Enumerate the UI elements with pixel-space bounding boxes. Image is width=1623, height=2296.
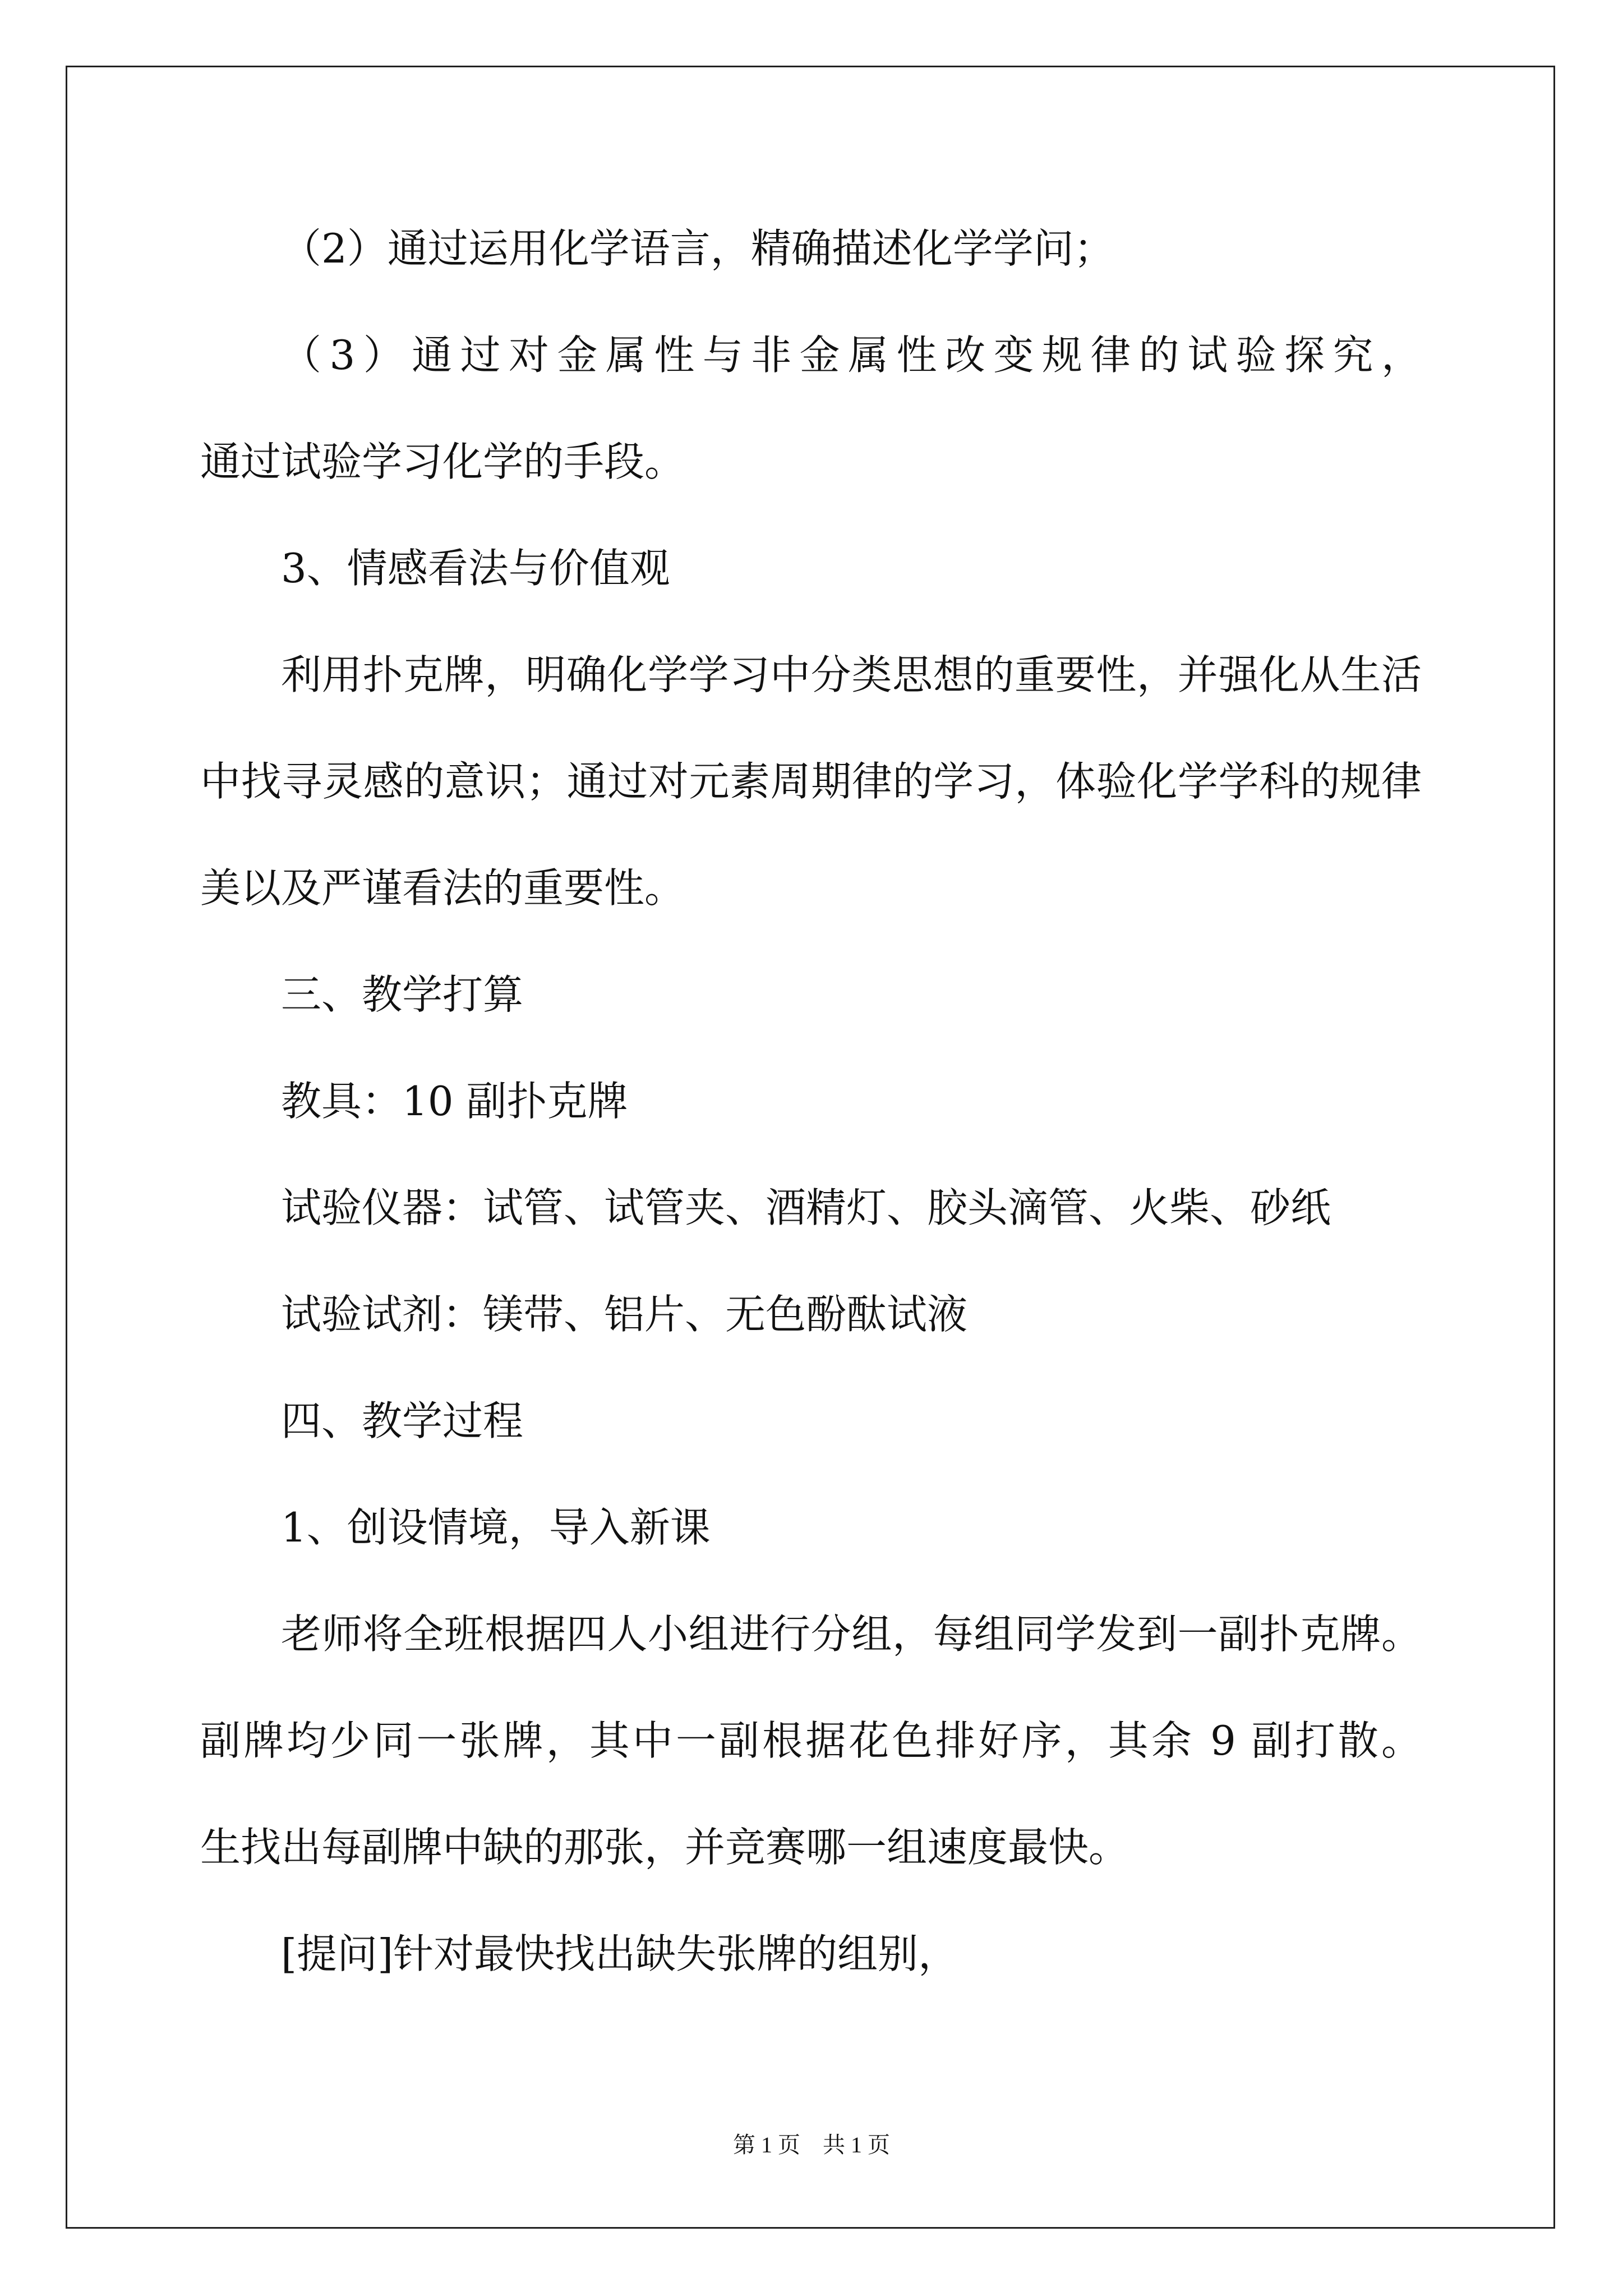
- page-footer: 第 1 页 共 1 页: [733, 2132, 890, 2157]
- heading-text: 三、教学打算: [281, 971, 524, 1018]
- text-line: 老师将全班根据四人小组进行分组，每组同学发到一副扑克牌。: [281, 1611, 1422, 1658]
- section-heading: [200, 1368, 1422, 1474]
- paragraph: [200, 1901, 1422, 2007]
- paragraph: [200, 622, 1422, 941]
- text-line: 试验仪器：试管、试管夹、酒精灯、胶头滴管、火柴、砂纸: [281, 1184, 1331, 1231]
- paragraph: [200, 302, 1422, 515]
- text-line: 试验试剂：镁带、铝片、无色酚酞试液: [281, 1291, 968, 1338]
- text-line: 教具：10 副扑克牌: [281, 1078, 628, 1125]
- text-line: 副牌均少同一张牌，其中一副根据花色排好序，其余 9 副打散。: [200, 1717, 1422, 1764]
- section-heading: [200, 1474, 1422, 1581]
- paragraph: [200, 1154, 1422, 1261]
- paragraph: [200, 195, 1422, 302]
- section-heading: [200, 941, 1422, 1048]
- heading-text: 3、情感看法与价值观: [281, 545, 670, 592]
- paragraph: [200, 1048, 1422, 1154]
- text-line: （3）通过对金属性与非金属性改变规律的试验探究，: [281, 332, 1422, 379]
- text-line: 生找出每副牌中缺的那张，并竞赛哪一组速度最快。: [200, 1824, 1129, 1871]
- text-line: （2）通过运用化学语言，精确描述化学学问；: [281, 225, 1114, 272]
- paragraph: [200, 1261, 1422, 1368]
- section-heading: [200, 515, 1422, 622]
- text-line: 美以及严谨看法的重要性。: [200, 864, 685, 912]
- paragraph: [200, 1581, 1422, 1901]
- text-line: 通过试验学习化学的手段。: [200, 438, 685, 485]
- document-body: [200, 195, 1422, 2007]
- text-line: [提问]针对最快找出缺失张牌的组别，: [281, 1930, 959, 1977]
- text-line: 中找寻灵感的意识；通过对元素周期律的学习，体验化学学科的规律: [200, 758, 1422, 805]
- text-line: 利用扑克牌，明确化学学习中分类思想的重要性，并强化从生活: [281, 651, 1422, 698]
- heading-text: 四、教学过程: [281, 1397, 524, 1444]
- heading-text: 1、创设情境，导入新课: [281, 1504, 711, 1551]
